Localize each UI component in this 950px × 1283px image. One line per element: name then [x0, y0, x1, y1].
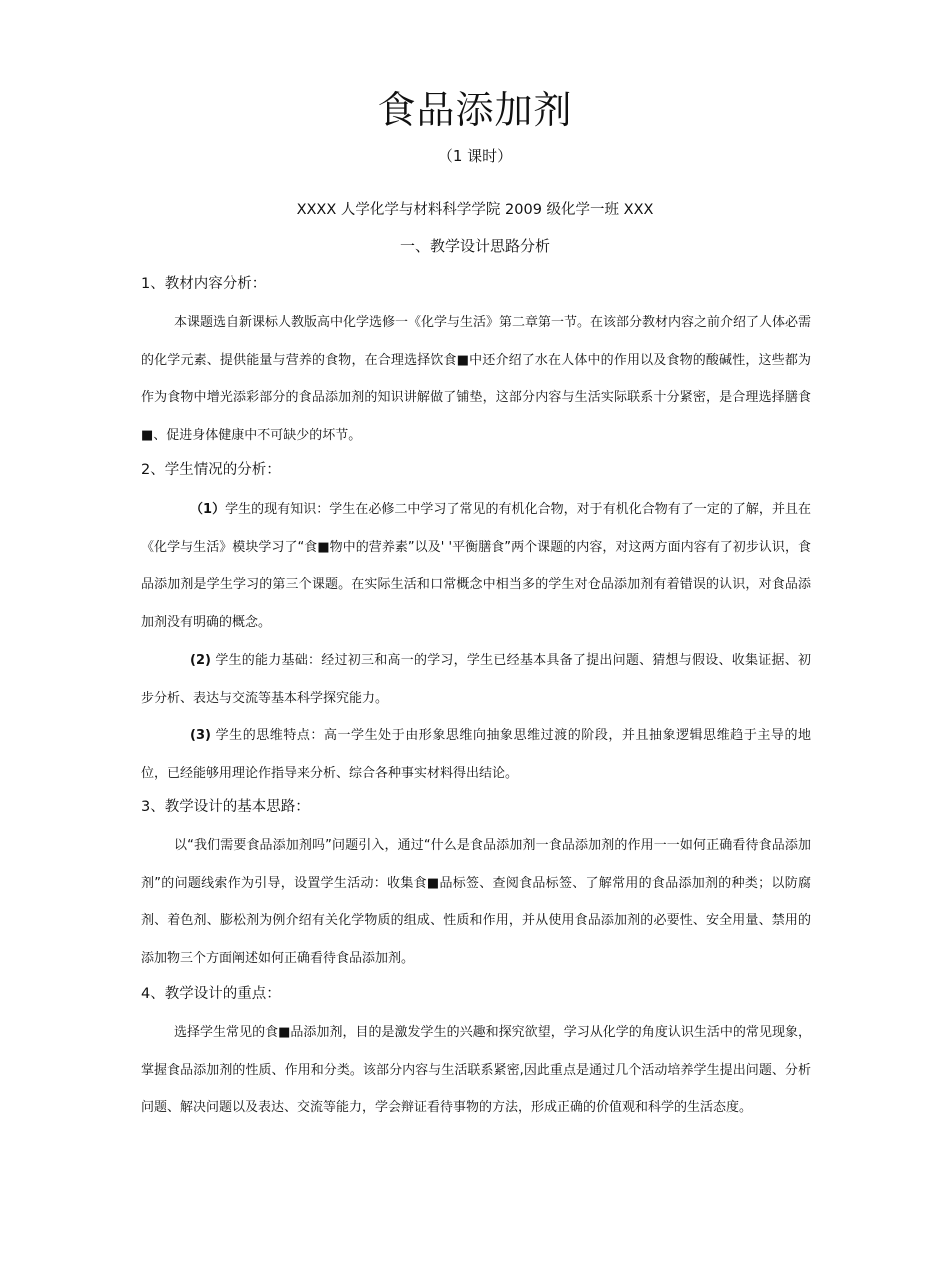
paragraph-textbook-analysis: 本课题选自新课标人教版高中化学选修一《化学与生活》第二章第一节。在该部分教材内容之前介绍了人体必需的化学元素、提供能量与营养的食物，在合理选择饮食■中还介绍了水在人体中的作用以及食物的酸碱性，这些都为作为食物中增光添彩部分的食品添加剂的知识讲解做了铺垫，这部分内容与生活实际联系十分紧密，是合理选择膳食■、促进身体健康中不可缺少的坏节。	[141, 315, 812, 443]
item-text: 学生的思维特点：高一学生处于由形象思维向抽象思维过渡的阶段，并且抽象逻辑思维趋于主导的地位，已经能够用理论作指导来分析、综合各种事实材料得出结论。	[141, 728, 811, 781]
item-text: 学生的能力基础：经过初三和高一的学习，学生已经基本具备了提出问题、猜想与假设、收集证据、初步分析、表达与交流等基本科学探究能力。	[141, 653, 811, 706]
section-heading: 一、教学设计思路分析	[399, 237, 550, 255]
item-number: （1）	[190, 502, 226, 517]
paragraph-student-thinking	[141, 717, 811, 792]
paragraph-student-ability	[141, 642, 811, 717]
document-title: 食品添加剂	[377, 88, 573, 132]
paragraph-design-approach: 以“我们需要食品添加剂吗”问题引入，通过“什么是食品添加剂一食品添加剂的作用一一如何正确看待食品添加剂”的问题线索作为引导，设置学生活动：收集食■品标签、查阅食品标签、了解常用的食品添加剂的种类；以防腐剂、着色剂、膨松剂为例介绍有关化学物质的组成、性质和作用，并从使用食品添加剂的必要性、安全用量、禁用的添加物三个方面阐述如何正确看待食品添加剂。	[141, 838, 811, 966]
item-number: (2)	[190, 653, 211, 668]
author-line: XXXX 人学化学与材料科学学院 2009 级化学一班 XXX	[296, 202, 654, 218]
paragraph-student-knowledge	[141, 491, 811, 641]
paragraph-design-focus: 选择学生常见的食■品添加剂，目的是激发学生的兴趣和探究欲望，学习从化学的角度认识生活中的常见现象，掌握食品添加剂的性质、作用和分类。该部分内容与生活联系紧密,因此重点是通过几个活动培养学生提出问题、分析问题、解决问题以及表达、交流等能力，学会辩证看待事物的方法，形成正确的价值观和科学的生活态度。	[141, 1025, 811, 1115]
heading-design-focus: 4、教学设计的重点：	[141, 986, 281, 1002]
lesson-count: （1 课时）	[437, 147, 513, 165]
heading-student-analysis: 2、学生情况的分析：	[141, 462, 281, 478]
item-number: (3)	[190, 728, 211, 743]
heading-textbook-analysis: 1、教材内容分析：	[141, 276, 267, 292]
heading-design-approach: 3、教学设计的基本思路：	[141, 799, 310, 815]
item-text: 学生的现有知识：学生在必修二中学习了常见的有机化合物，对于有机化合物有了一定的了解，并且在《化学与生活》模块学习了“食■物中的营养素”以及' '平衡膳食”两个课题的内容，对这两方面内容有了初步认识，食品添加剂是学生学习的第三个课题。在实际生活和口常概念中相当多的学生对仓品添加剂有着错误的认识，对食品添加剂没有明确的概念。	[141, 502, 811, 630]
